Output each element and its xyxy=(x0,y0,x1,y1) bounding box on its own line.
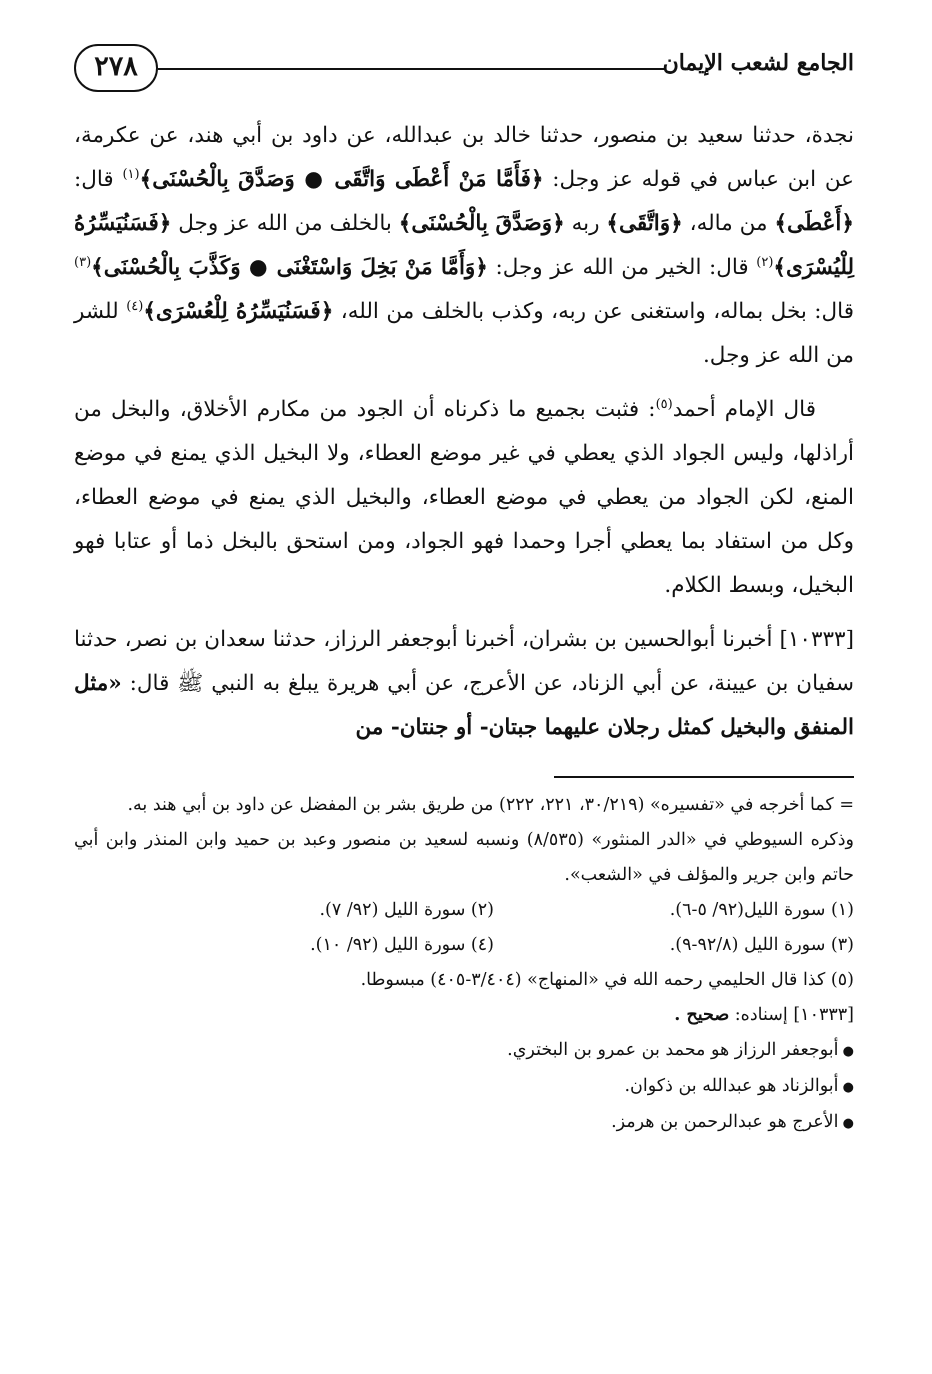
footnote-3: (٣) سورة الليل (٩٢/٨-٩). xyxy=(669,935,854,955)
text-run: بالخلف من الله عز وجل xyxy=(171,211,399,236)
text-run: قال الإمام أحمد xyxy=(672,397,817,422)
text-run: من ماله، xyxy=(682,211,775,236)
paragraph-2 xyxy=(74,388,854,608)
footnote-continuation: وذكره السيوطي في «الدر المنثور» (٨/٥٣٥) ونسبه لسعيد بن منصور وعبد بن حميد وابن المنذر وابن أبي حاتم وابن جرير والمؤلف في «الشعب». xyxy=(74,830,854,885)
quran-verse: ﴿أَعْطَى﴾ xyxy=(774,211,854,236)
footnotes xyxy=(74,788,854,1141)
quran-verse: ﴿وَأَمَّا مَنْ بَخِلَ وَاسْتَغْنَى ● وَكَذَّبَ بِالْحُسْنَى﴾ xyxy=(91,255,488,280)
text-run: ربه xyxy=(564,211,607,236)
text-run: : فثبت بجميع ما ذكرناه أن الجود من مكارم الأخلاق، والبخل من أراذلها، وليس الجواد الذي يعطي في غير موضع العطاء، ولا البخيل الذي يمنع في موضع المنع، لكن الجواد من يعطي في موضع العطاء، والبخيل الذي يمنع في موضع العطاء، وكل من استفاد بما يعطي أجرا وحمدا فهو الجواد، ومن استحق بالبخل ذما أو عتابا فهو البخيل، وبسط الكلام. xyxy=(74,397,854,598)
footnote-2: (٢) سورة الليل (٩٢/ ٧). xyxy=(319,900,494,920)
footnote-4: (٤) سورة الليل (٩٢/ ١٠). xyxy=(310,935,494,955)
header-rule xyxy=(158,68,664,70)
running-title: الجامع لشعب الإيمان xyxy=(662,50,854,76)
footnote-ref-2: (٢) xyxy=(756,254,774,270)
hadith-text: «مثل المنفق والبخيل كمثل رجلان عليهما جبتان- أو جنتان- من xyxy=(74,671,854,740)
quran-verse: ﴿وَصَدَّقَ بِالْحُسْنَى﴾ xyxy=(398,211,565,236)
page-header xyxy=(74,40,854,100)
page-number: ٢٧٨ xyxy=(74,44,158,92)
narrator-note: ● أبوالزناد هو عبدالله بن ذكوان. xyxy=(74,1069,854,1105)
isnad-grade xyxy=(74,998,854,1033)
main-text xyxy=(74,114,854,750)
text-run: [١٠٣٣٣] أخبرنا أبوالحسين بن بشران، أخبرنا أبوجعفر الرزاز، حدثنا سعدان بن نصر، حدثنا سفيان بن عيينة، عن أبي الزناد، عن الأعرج، عن أبي هريرة يبلغ به النبي ﷺ قال: xyxy=(74,627,854,696)
text-run: قال: xyxy=(74,167,123,192)
isnad-label: [١٠٣٣٣] إسناده: xyxy=(729,1005,854,1025)
footnote-ref-4: (٤) xyxy=(126,298,144,314)
text-run: قال: بخل بماله، واستغنى عن ربه، وكذب بالخلف من الله، xyxy=(333,299,854,324)
footnote-row xyxy=(74,928,854,963)
narrator-note: ● الأعرج هو عبدالرحمن بن هرمز. xyxy=(74,1105,854,1141)
quran-verse: ﴿فَسَنُيَسِّرُهُ لِلْيُسْرَى﴾ xyxy=(74,211,855,280)
text-run: للشر من الله عز وجل. xyxy=(74,299,854,368)
footnote-row xyxy=(74,893,854,928)
footnote-separator xyxy=(554,776,854,778)
quran-verse: ﴿فَسَنُيَسِّرُهُ لِلْعُسْرَى﴾ xyxy=(143,299,334,324)
paragraph-3 xyxy=(74,618,854,750)
narrator-note: ● أبوجعفر الرزاز هو محمد بن عمرو بن البختري. xyxy=(74,1033,854,1069)
footnote-continuation: = كما أخرجه في «تفسيره» (٣٠/٢١٩، ٢٢١، ٢٢٢) من طريق بشر بن المفضل عن داود بن أبي هند به. xyxy=(127,795,854,815)
text-run: قال: الخير من الله عز وجل: xyxy=(487,255,757,280)
quran-verse: ﴿وَاتَّقَى﴾ xyxy=(606,211,683,236)
quran-verse: ﴿فَأَمَّا مَنْ أَعْطَى وَاتَّقَى ● وَصَدَّقَ بِالْحُسْنَى﴾ xyxy=(139,167,544,192)
footnote-ref-1: (١) xyxy=(122,166,140,182)
footnote-ref-3: (٣) xyxy=(74,254,92,270)
footnote-ref-5: (٥) xyxy=(655,396,673,412)
footnote-5: (٥) كذا قال الحليمي رحمه الله في «المنهاج» (٣/٤٠٤-٤٠٥) مبسوطا. xyxy=(360,970,854,990)
isnad-grade-value: صحيح . xyxy=(674,1005,730,1025)
book-page xyxy=(74,40,854,1340)
footnote-1: (١) سورة الليل(٩٢/ ٥-٦). xyxy=(669,900,854,920)
paragraph-1 xyxy=(74,114,854,378)
text-run: نجدة، حدثنا سعيد بن منصور، حدثنا خالد بن عبدالله، عن داود بن أبي هند، عن عكرمة، عن ابن عباس في قوله عز وجل: xyxy=(74,123,855,192)
